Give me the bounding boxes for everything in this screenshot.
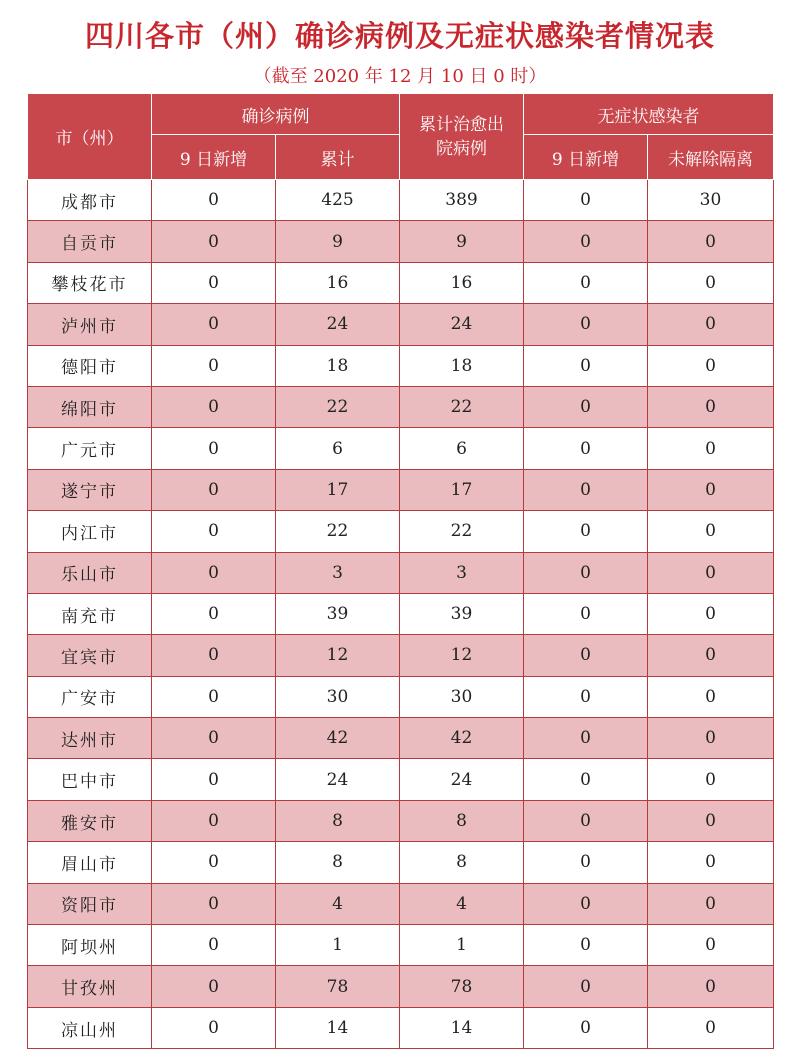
cell-asym-new: 0 (524, 180, 648, 221)
cell-asym-new: 0 (524, 552, 648, 593)
table-row (28, 800, 774, 841)
cell-asym-new: 0 (524, 386, 648, 427)
cell-confirmed-total: 16 (276, 262, 400, 303)
table-header (28, 94, 774, 180)
cell-recovered: 8 (400, 800, 524, 841)
cell-confirmed-total: 30 (276, 676, 400, 717)
cell-confirmed-new: 0 (152, 1007, 276, 1048)
cell-city: 达州市 (28, 718, 152, 759)
cell-recovered: 22 (400, 511, 524, 552)
table-row (28, 345, 774, 386)
cell-asym-isolation: 0 (648, 676, 774, 717)
cell-confirmed-new: 0 (152, 221, 276, 262)
cell-confirmed-total: 1 (276, 925, 400, 966)
cell-confirmed-total: 8 (276, 842, 400, 883)
cell-city: 甘孜州 (28, 966, 152, 1007)
cell-city: 泸州市 (28, 304, 152, 345)
cell-asym-isolation: 0 (648, 1007, 774, 1048)
cell-confirmed-total: 6 (276, 428, 400, 469)
cell-recovered: 30 (400, 676, 524, 717)
cell-asym-new: 0 (524, 304, 648, 345)
cell-city: 成都市 (28, 180, 152, 221)
cell-confirmed-total: 22 (276, 511, 400, 552)
cell-city: 宜宾市 (28, 635, 152, 676)
cell-confirmed-new: 0 (152, 759, 276, 800)
cell-confirmed-total: 39 (276, 593, 400, 634)
header-confirmed-new: 9 日新增 (152, 135, 276, 180)
cell-recovered: 39 (400, 593, 524, 634)
cell-asym-new: 0 (524, 800, 648, 841)
cell-confirmed-new: 0 (152, 262, 276, 303)
cell-confirmed-new: 0 (152, 180, 276, 221)
table-row (28, 842, 774, 883)
cell-asym-new: 0 (524, 718, 648, 759)
cell-confirmed-new: 0 (152, 304, 276, 345)
cell-asym-new: 0 (524, 1007, 648, 1048)
table-row (28, 180, 774, 221)
table-row (28, 635, 774, 676)
cell-asym-isolation: 0 (648, 262, 774, 303)
cell-confirmed-total: 17 (276, 469, 400, 510)
table-row (28, 925, 774, 966)
cell-asym-new: 0 (524, 842, 648, 883)
cell-recovered: 18 (400, 345, 524, 386)
cell-confirmed-new: 0 (152, 386, 276, 427)
cell-confirmed-new: 0 (152, 800, 276, 841)
cell-asym-isolation: 0 (648, 883, 774, 924)
cell-recovered: 16 (400, 262, 524, 303)
cell-confirmed-total: 24 (276, 304, 400, 345)
table-row (28, 883, 774, 924)
cell-asym-isolation: 0 (648, 552, 774, 593)
cell-confirmed-new: 0 (152, 925, 276, 966)
cell-city: 广元市 (28, 428, 152, 469)
cell-city: 遂宁市 (28, 469, 152, 510)
cell-recovered: 389 (400, 180, 524, 221)
cell-confirmed-total: 12 (276, 635, 400, 676)
cell-asym-isolation: 0 (648, 511, 774, 552)
cell-recovered: 42 (400, 718, 524, 759)
cell-confirmed-new: 0 (152, 593, 276, 634)
cell-city: 南充市 (28, 593, 152, 634)
header-recovered: 累计治愈出院病例 (400, 94, 524, 180)
cell-confirmed-total: 4 (276, 883, 400, 924)
cell-asym-new: 0 (524, 469, 648, 510)
cell-recovered: 22 (400, 386, 524, 427)
cell-asym-isolation: 0 (648, 469, 774, 510)
cell-recovered: 24 (400, 759, 524, 800)
cell-asym-isolation: 0 (648, 718, 774, 759)
table-row (28, 718, 774, 759)
cell-asym-isolation: 0 (648, 593, 774, 634)
header-confirmed-total: 累计 (276, 135, 400, 180)
table-row (28, 552, 774, 593)
cell-city: 绵阳市 (28, 386, 152, 427)
table-row (28, 759, 774, 800)
cell-asym-isolation: 0 (648, 842, 774, 883)
cell-recovered: 9 (400, 221, 524, 262)
cell-confirmed-total: 3 (276, 552, 400, 593)
cell-asym-isolation: 0 (648, 635, 774, 676)
cell-asym-isolation: 0 (648, 759, 774, 800)
cell-asym-new: 0 (524, 593, 648, 634)
cell-confirmed-total: 425 (276, 180, 400, 221)
cell-city: 凉山州 (28, 1007, 152, 1048)
cell-confirmed-total: 18 (276, 345, 400, 386)
cell-asym-new: 0 (524, 428, 648, 469)
cell-recovered: 24 (400, 304, 524, 345)
table-row (28, 304, 774, 345)
cell-confirmed-total: 24 (276, 759, 400, 800)
table-body (28, 180, 774, 1049)
page-title: 四川各市（州）确诊病例及无症状感染者情况表 (84, 19, 715, 53)
cell-confirmed-new: 0 (152, 428, 276, 469)
cell-asym-new: 0 (524, 635, 648, 676)
table-row (28, 593, 774, 634)
cell-asym-isolation: 0 (648, 386, 774, 427)
table-row (28, 428, 774, 469)
table-row (28, 469, 774, 510)
cell-city: 眉山市 (28, 842, 152, 883)
cell-asym-new: 0 (524, 676, 648, 717)
table-row (28, 676, 774, 717)
cell-asym-new: 0 (524, 511, 648, 552)
cell-asym-isolation: 0 (648, 221, 774, 262)
cell-asym-new: 0 (524, 883, 648, 924)
table-row (28, 1007, 774, 1048)
cell-asym-new: 0 (524, 221, 648, 262)
cell-recovered: 14 (400, 1007, 524, 1048)
cell-confirmed-new: 0 (152, 345, 276, 386)
cell-confirmed-total: 22 (276, 386, 400, 427)
cell-city: 广安市 (28, 676, 152, 717)
cell-city: 巴中市 (28, 759, 152, 800)
cell-city: 德阳市 (28, 345, 152, 386)
cell-asym-isolation: 0 (648, 428, 774, 469)
cell-asym-isolation: 0 (648, 925, 774, 966)
cell-recovered: 6 (400, 428, 524, 469)
cell-confirmed-total: 9 (276, 221, 400, 262)
cell-asym-new: 0 (524, 925, 648, 966)
cell-recovered: 3 (400, 552, 524, 593)
cell-city: 阿坝州 (28, 925, 152, 966)
cell-confirmed-new: 0 (152, 635, 276, 676)
cell-confirmed-new: 0 (152, 842, 276, 883)
cell-asym-isolation: 30 (648, 180, 774, 221)
header-confirmed: 确诊病例 (152, 94, 400, 135)
cell-recovered: 8 (400, 842, 524, 883)
cell-city: 资阳市 (28, 883, 152, 924)
cell-confirmed-new: 0 (152, 883, 276, 924)
table-row (28, 511, 774, 552)
cell-recovered: 12 (400, 635, 524, 676)
table-row (28, 966, 774, 1007)
cell-asym-new: 0 (524, 345, 648, 386)
header-asym-isolation: 未解除隔离 (648, 135, 774, 180)
cell-asym-isolation: 0 (648, 800, 774, 841)
header-asym-new: 9 日新增 (524, 135, 648, 180)
page-subtitle: （截至 2020 年 12 月 10 日 0 时） (253, 66, 547, 87)
cell-asym-new: 0 (524, 966, 648, 1007)
table-row (28, 262, 774, 303)
cell-confirmed-new: 0 (152, 718, 276, 759)
cell-asym-isolation: 0 (648, 966, 774, 1007)
table-row (28, 386, 774, 427)
header-asymptomatic: 无症状感染者 (524, 94, 774, 135)
cell-city: 内江市 (28, 511, 152, 552)
cell-confirmed-new: 0 (152, 552, 276, 593)
cell-city: 攀枝花市 (28, 262, 152, 303)
cell-confirmed-new: 0 (152, 676, 276, 717)
cell-city: 自贡市 (28, 221, 152, 262)
cell-asym-new: 0 (524, 262, 648, 303)
cell-asym-new: 0 (524, 759, 648, 800)
cell-asym-isolation: 0 (648, 304, 774, 345)
cell-city: 雅安市 (28, 800, 152, 841)
cell-confirmed-new: 0 (152, 469, 276, 510)
cell-confirmed-new: 0 (152, 511, 276, 552)
cell-confirmed-total: 8 (276, 800, 400, 841)
cell-confirmed-new: 0 (152, 966, 276, 1007)
header-city: 市（州） (28, 94, 152, 180)
cell-recovered: 17 (400, 469, 524, 510)
table-row (28, 221, 774, 262)
cell-asym-isolation: 0 (648, 345, 774, 386)
cell-confirmed-total: 42 (276, 718, 400, 759)
cell-recovered: 4 (400, 883, 524, 924)
cell-confirmed-total: 14 (276, 1007, 400, 1048)
data-table (27, 93, 774, 1049)
cell-recovered: 78 (400, 966, 524, 1007)
cell-confirmed-total: 78 (276, 966, 400, 1007)
cell-city: 乐山市 (28, 552, 152, 593)
cell-recovered: 1 (400, 925, 524, 966)
